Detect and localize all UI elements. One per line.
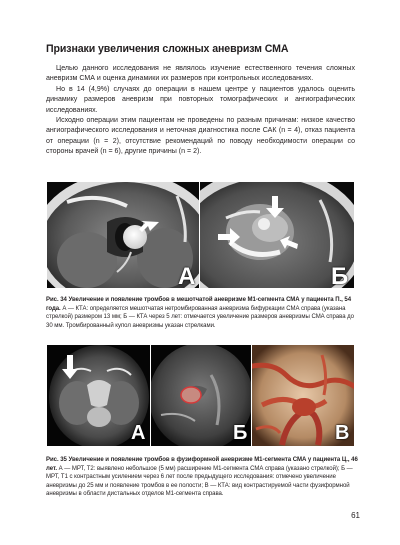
section-heading: Признаки увеличения сложных аневризм СМА xyxy=(46,43,289,55)
caption-text: А — КТА: определяется мешотчатая нетромбированная аневризма бифуркации СМА справа (указана стрелкой) размером 13 мм; Б — КТА через 5 лет: отмечается увеличение размеров аневризмы СМА справа до 30 мм. Тромбированный купол аневризмы указан стрелками. xyxy=(46,305,354,329)
page-number: 61 xyxy=(351,511,360,520)
panel-letter-b: Б xyxy=(331,263,349,288)
panel-letter-a: А xyxy=(131,422,146,444)
paragraph-2: Но в 14 (4,9%) случаях до операции в нашем центре у пациентов удалось оценить динамику размеров аневризм при повторных томографических и ангиографических исследованиях. xyxy=(46,85,355,114)
caption-label: Рис. 35 Увеличение и появление тромбов в фузиформной аневризме М1-сегмента СМА у пациента Ц., 46 лет. xyxy=(46,457,358,472)
figure-34-panel-a xyxy=(47,182,199,288)
figure-34-caption xyxy=(46,296,358,330)
ct-scan-image xyxy=(47,182,199,288)
panel-letter-b: Б xyxy=(233,422,248,444)
panel-letter-c: В xyxy=(335,422,350,444)
caption-label: Рис. 34 Увеличение и появление тромбов в мешотчатой аневризме М1-сегмента СМА у пациента П., 54 года. xyxy=(46,297,352,312)
figure-34-panel-b xyxy=(200,182,354,288)
figure-35-caption xyxy=(46,456,358,499)
caption-text: А — МРТ, Т2: выявлено небольшое (5 мм) расширение М1-сегмента СМА справа (указано стрелкой); Б — МРТ, Т1 с контрастным усилением через 6 лет после предыдущего исследования: отмечено увеличение аневризмы до 25 мм и появление тромбов в ее полости; В — КТА: вид контрастируемой части фузиформной аневризмы в области дистальных отделов М1-сегмента справа. xyxy=(46,465,353,498)
panel-letter-a: А xyxy=(178,263,196,288)
figure-35-panel-a xyxy=(47,345,150,446)
figure-35-panel-c xyxy=(252,345,354,446)
paragraph-3: Исходно операции этим пациентам не проведены по разным причинам: низкое качество ангиографического исследования и неточная диагностика после САК (n = 4), отказ пациента от операции (n = 2), отсутствие рекомендаций по поводу необходимости операции со стороны врачей (n = 6), другие причины (n = 2). xyxy=(46,117,355,156)
paragraph-1: Целью данного исследования не являлось изучение естественного течения сложных аневризм СМА и оценка динамики их размеров при контрольных исследованиях. xyxy=(46,65,355,83)
body-text xyxy=(46,64,355,158)
figure-35-panel-b xyxy=(151,345,251,446)
